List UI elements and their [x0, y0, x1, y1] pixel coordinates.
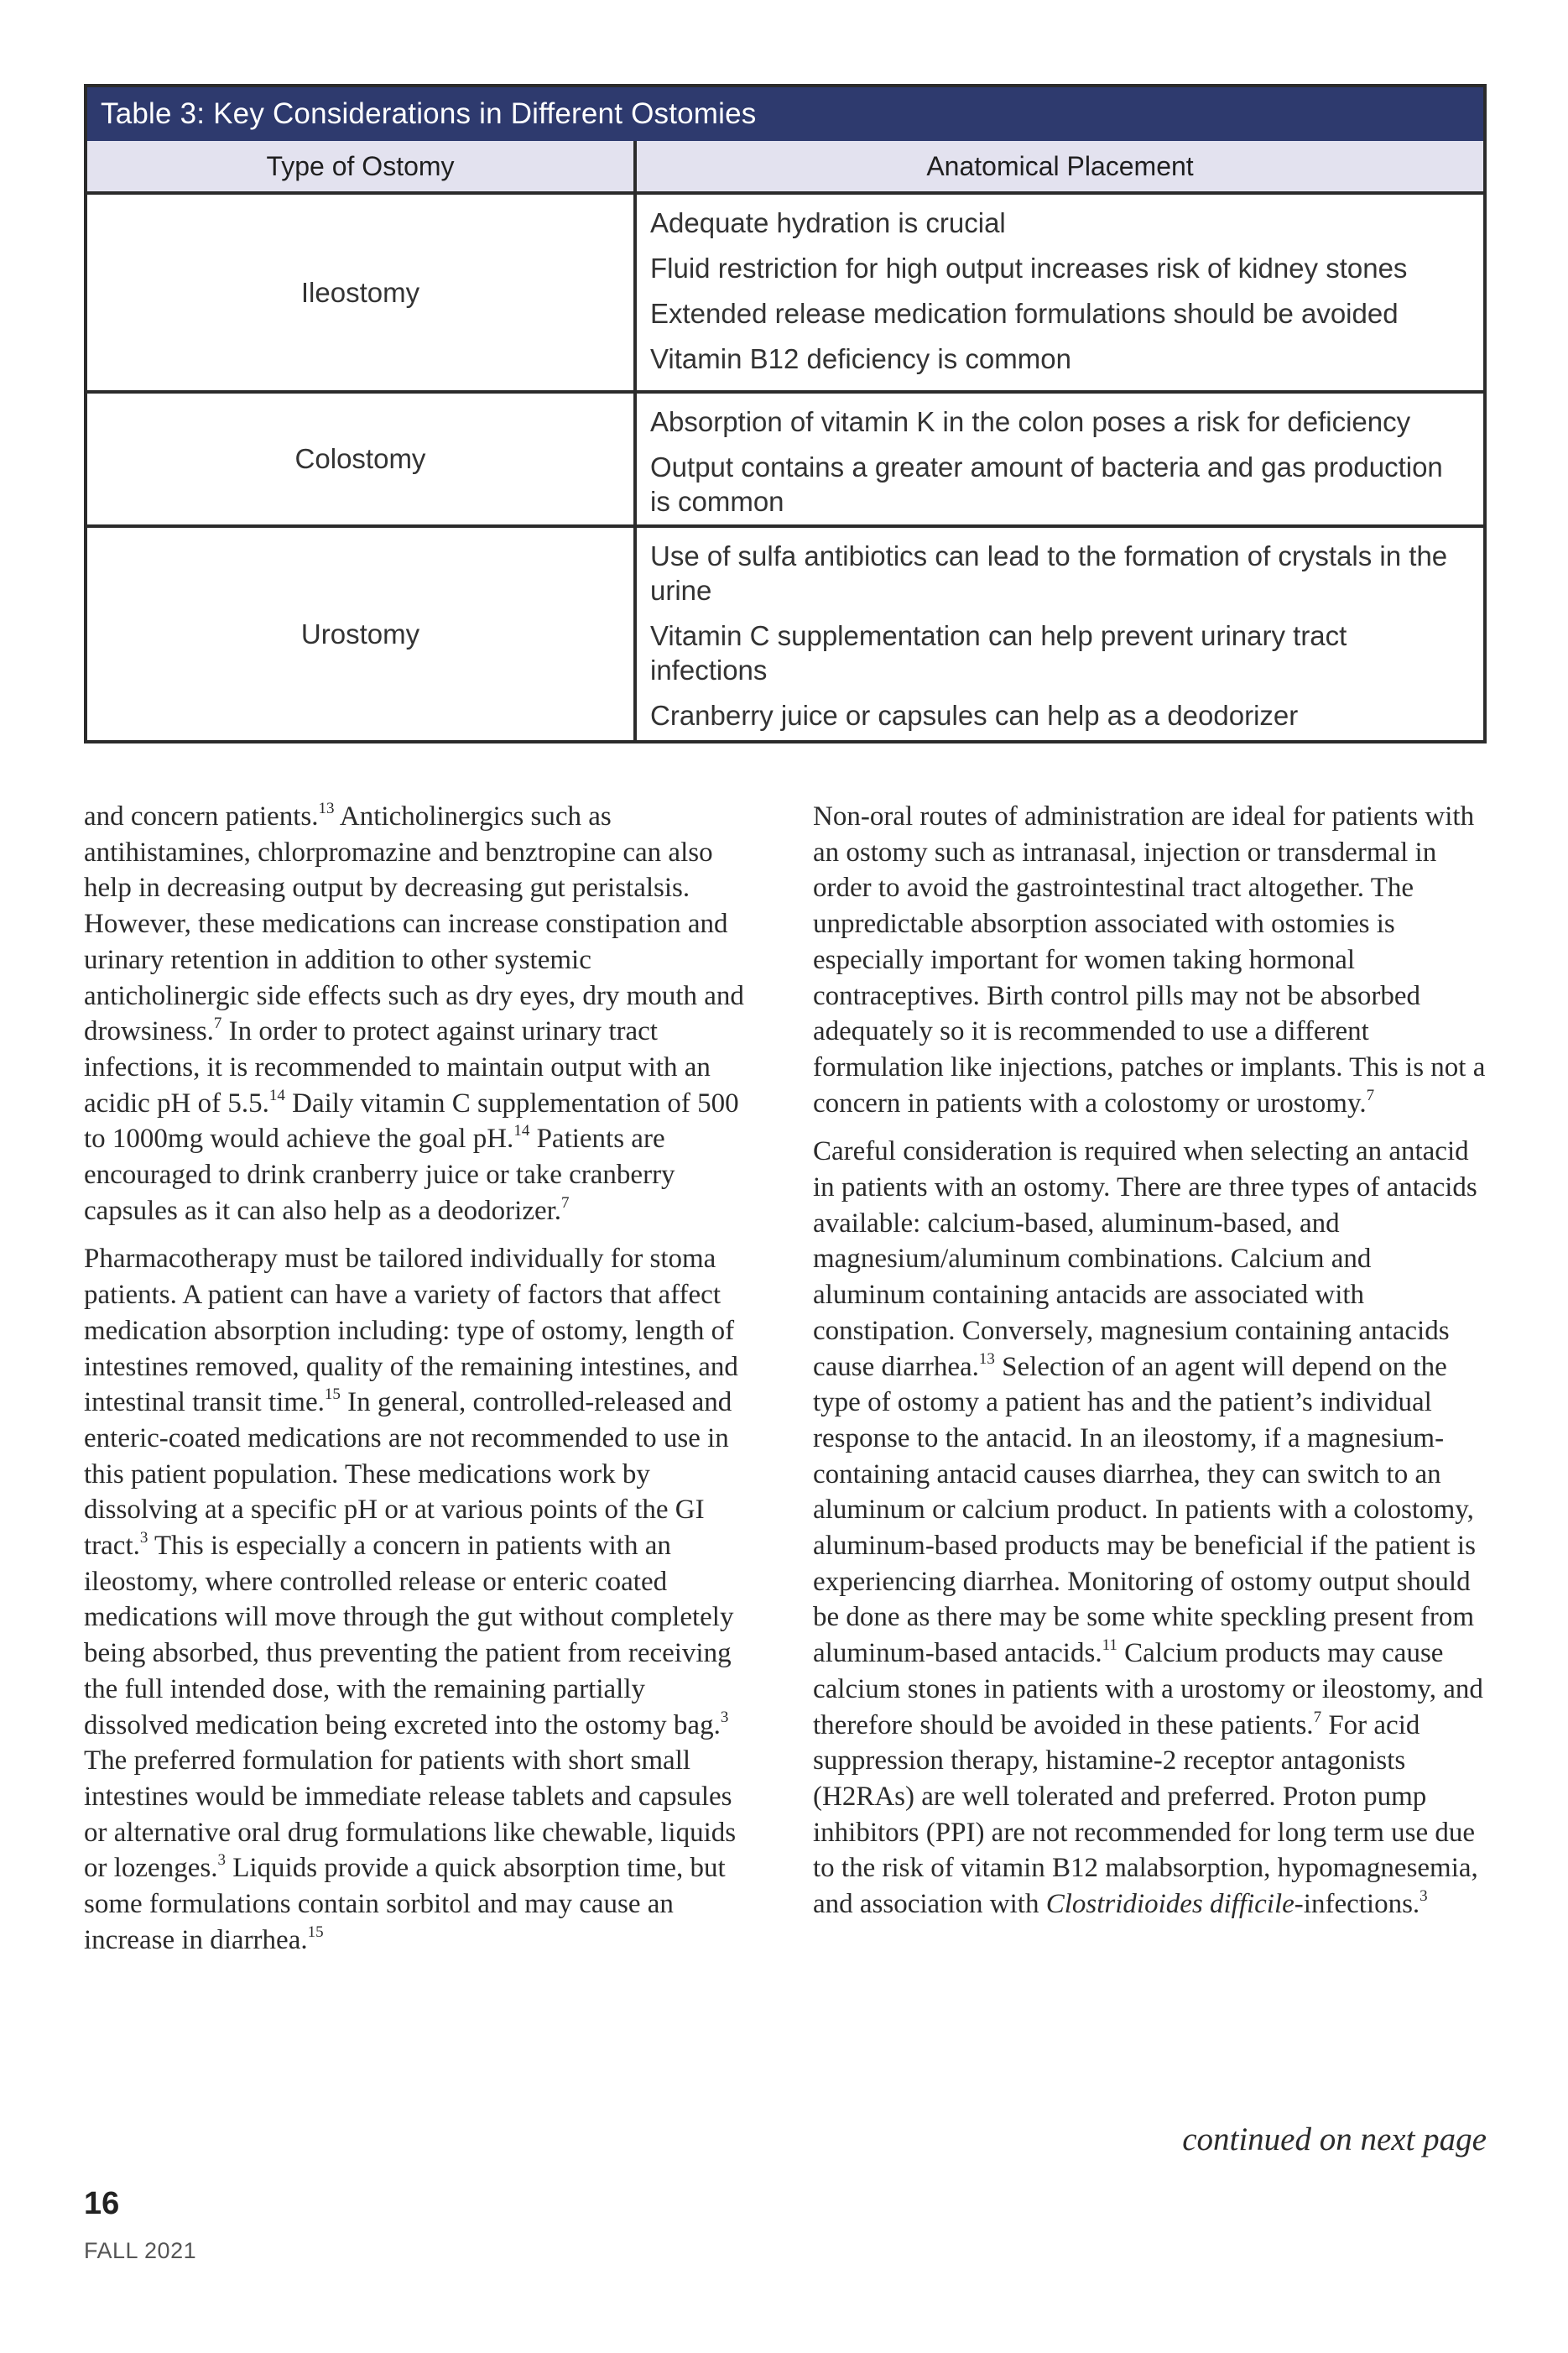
- text-run: Selection of an agent will depend on the type of ostomy a patient has and the patient’s individual response to the antacid. In an ileostomy, if a magnesium-containing antacid causes diarrhea, they can switch to an aluminum or calcium product. In patients with a colostomy, aluminum-based products may be beneficial if the patient is experiencing diarrhea. Monitoring of ostomy output should be done as there may be some white speckling present from aluminum-based antacids.: [813, 1351, 1476, 1669]
- consideration-item: Fluid restriction for high output increases risk of kidney stones: [650, 253, 1408, 284]
- left-text-column: [84, 799, 755, 1971]
- table-row-ileostomy: [87, 195, 1483, 394]
- citation-ref: 14: [513, 1122, 530, 1140]
- header-type-of-ostomy: Type of Ostomy: [87, 141, 637, 191]
- text-run: In general, controlled-released and enteric-coated medications are not recommended to use in this patient population. These medications work by dissolving at a specific pH or at various points of the GI tract.: [84, 1387, 732, 1562]
- text-run: Patients are encouraged to drink cranberry juice or take cranberry capsules as it can also help as a deodorizer.: [84, 1124, 675, 1226]
- continued-note: continued on next page: [1182, 2121, 1487, 2157]
- consideration-item: Absorption of vitamin K in the colon poses a risk for deficiency: [650, 406, 1411, 437]
- citation-ref: 3: [1420, 1887, 1428, 1906]
- ostomy-considerations-table: [84, 84, 1487, 743]
- citation-ref: 15: [324, 1385, 341, 1404]
- citation-ref: 7: [1313, 1708, 1322, 1726]
- issue-label: FALL 2021: [84, 2238, 197, 2263]
- ostomy-type-cell: Ileostomy: [87, 195, 637, 390]
- consideration-item: Vitamin C supplementation can help prevent urinary tract infections: [650, 620, 1347, 686]
- ostomy-type-cell: Urostomy: [87, 528, 637, 740]
- header-anatomical-placement: Anatomical Placement: [926, 151, 1194, 181]
- consideration-item: Output contains a greater amount of bacteria and gas production is common: [650, 451, 1443, 517]
- text-run: Calcium products may cause calcium stones in patients with a urostomy or ileostomy, and therefore should be avoided in these patients.: [813, 1638, 1483, 1740]
- citation-ref: 7: [561, 1193, 570, 1212]
- text-run: Daily vitamin C supplementation of 500 to 1000mg would achieve the goal pH.: [84, 1088, 739, 1155]
- text-run: Non-oral routes of administration are ideal for patients with an ostomy such as intranasal, injection or transdermal in order to avoid the gastrointestinal tract altogether. The unpredictable absorption associated with ostomies is especially important for women taking hormonal contraceptives. Birth control pills may not be absorbed adequately so it is recommended to use a different formulation like injections, patches or implants. This is not a concern in patients with a colostomy or urostomy.: [813, 801, 1486, 1119]
- text-run: and concern patients.: [84, 801, 319, 832]
- text-run: The preferred formulation for patients with short small intestines would be immediate release tablets and capsules or alternative oral drug formulations like chewable, liquids or lozenges.: [84, 1745, 737, 1884]
- consideration-item: Cranberry juice or capsules can help as a deodorizer: [650, 700, 1299, 731]
- consideration-item: Adequate hydration is crucial: [650, 207, 1006, 238]
- citation-ref: 11: [1102, 1636, 1117, 1655]
- body-paragraph: [813, 799, 1487, 1121]
- consideration-item: Extended release medication formulations should be avoided: [650, 298, 1399, 329]
- text-run: Anticholinergics such as antihistamines, chlorpromazine and benztropine can also help in decreasing output by decreasing gut peristalsis. However, these medications can increase constipation and urinary retention in addition to other systemic anticholinergic side effects such as dry eyes, dry mouth and drowsiness.: [84, 801, 744, 1047]
- text-run: -infections.: [1294, 1889, 1420, 1920]
- right-text-column: [813, 799, 1487, 1935]
- table-title: Table 3: Key Considerations in Different Ostomies: [87, 87, 1483, 141]
- text-run: Careful consideration is required when selecting an antacid in patients with an ostomy. There are three types of antacids available: calcium-based, aluminum-based, and magnesium/aluminum combinations. Calcium and aluminum containing antacids are associated with constipation. Conversely, magnesium containing antacids cause diarrhea.: [813, 1136, 1477, 1382]
- citation-ref: 7: [213, 1015, 222, 1033]
- body-paragraph: [84, 799, 755, 1229]
- text-run: Pharmacotherapy must be tailored individually for stoma patients. A patient can have a variety of factors that affect medication absorption including: type of ostomy, length of intestines removed, quality of the remaining intestines, and intestinal transit time.: [84, 1244, 738, 1418]
- consideration-item: Vitamin B12 deficiency is common: [650, 343, 1071, 374]
- italic-term: Clostridioides difficile: [1045, 1889, 1295, 1920]
- citation-ref: 13: [318, 800, 335, 817]
- body-paragraph: [84, 1241, 755, 1958]
- ostomy-type-cell: Colostomy: [87, 394, 637, 524]
- consideration-cell: [637, 195, 1483, 390]
- citation-ref: 3: [139, 1529, 148, 1547]
- citation-ref: 3: [720, 1708, 729, 1726]
- consideration-item: Use of sulfa antibiotics can lead to the formation of crystals in the urine: [650, 540, 1448, 606]
- citation-ref: 15: [307, 1923, 324, 1941]
- citation-ref: 7: [1366, 1086, 1375, 1104]
- text-run: In order to protect against urinary tract infections, it is recommended to maintain output with an acidic pH of 5.5.: [84, 1016, 711, 1119]
- page-number: 16: [84, 2186, 120, 2221]
- consideration-cell: [637, 394, 1483, 524]
- body-paragraph: [813, 1134, 1487, 1922]
- text-run: Liquids provide a quick absorption time, but some formulations contain sorbitol and may cause an increase in diarrhea.: [84, 1853, 726, 1955]
- table-row-colostomy: [87, 394, 1483, 528]
- consideration-cell: [637, 528, 1483, 740]
- table-header-row: [87, 141, 1483, 195]
- citation-ref: 13: [978, 1349, 995, 1368]
- text-run: This is especially a concern in patients with an ileostomy, where controlled release or enteric coated medications will move through the gut without completely being absorbed, thus preventing the patient from receiving the full intended dose, with the remaining partially dissolved medication being excreted into the ostomy bag.: [84, 1531, 734, 1740]
- text-run: For acid suppression therapy, histamine-2 receptor antagonists (H2RAs) are well tolerated and preferred. Proton pump inhibitors (PPI) are not recommended for long term use due to the risk of vitamin B12 malabsorption, hypomagnesemia, and association with: [813, 1709, 1478, 1920]
- citation-ref: 14: [268, 1086, 285, 1104]
- table-row-urostomy: [87, 528, 1483, 740]
- citation-ref: 3: [217, 1851, 226, 1870]
